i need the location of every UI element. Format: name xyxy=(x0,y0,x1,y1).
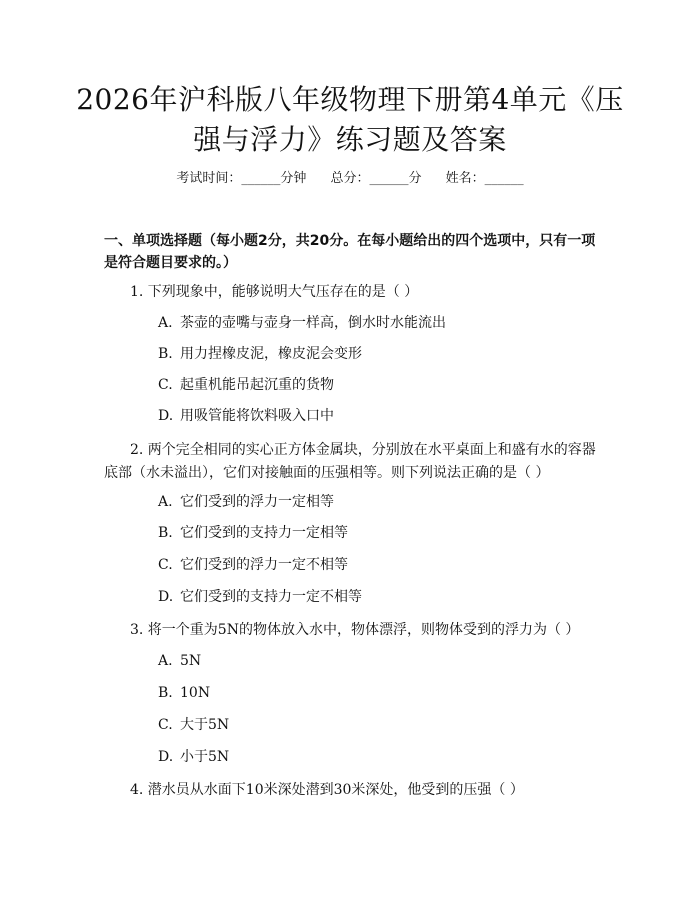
document-title-line-1: 2026年沪科版八年级物理下册第4单元《压 xyxy=(76,83,624,116)
option-text: 10N xyxy=(180,685,211,701)
question-2-option-d xyxy=(158,586,598,608)
option-text: 大于5N xyxy=(180,717,230,733)
question-4 xyxy=(104,778,604,802)
total-score-field: 总分：______分 xyxy=(330,171,422,186)
question-3-option-c xyxy=(158,714,598,736)
option-text: 5N xyxy=(180,653,202,669)
section-heading-line-2: 是符合题目要求的。） xyxy=(104,255,237,271)
section-heading-line-1: 一、单项选择题（每小题2分，共20分。在每小题给出的四个选项中，只有一项 xyxy=(104,233,596,249)
question-2-text: 2. 两个完全相同的实心正方体金属块，分别放在水平桌面上和盛有水的容器 xyxy=(130,442,596,458)
option-letter: A. xyxy=(158,653,173,669)
question-1-option-a xyxy=(158,312,598,334)
option-text: 它们受到的支持力一定不相等 xyxy=(180,589,362,605)
question-3-text: 3. 将一个重为5N的物体放入水中，物体漂浮，则物体受到的浮力为（ ） xyxy=(130,622,580,638)
question-1-option-d xyxy=(158,405,598,427)
question-1-option-c xyxy=(158,374,598,396)
question-1-text: 1. 下列现象中，能够说明大气压存在的是（ ） xyxy=(130,284,419,300)
question-2-text-continued: 底部（水未溢出），它们对接触面的压强相等。则下列说法正确的是（ ） xyxy=(104,465,550,481)
option-letter: B. xyxy=(158,346,173,362)
question-2-option-a xyxy=(158,491,598,513)
option-text: 小于5N xyxy=(180,749,230,765)
option-text: 用力捏橡皮泥，橡皮泥会变形 xyxy=(180,346,362,362)
option-letter: D. xyxy=(158,749,174,765)
option-text: 它们受到的浮力一定不相等 xyxy=(180,557,348,573)
question-3 xyxy=(104,618,604,642)
option-text: 用吸管能将饮料吸入口中 xyxy=(180,408,334,424)
option-text: 茶壶的壶嘴与壶身一样高，倒水时水能流出 xyxy=(180,315,446,331)
option-letter: C. xyxy=(158,377,173,393)
option-letter: A. xyxy=(158,494,173,510)
question-3-option-d xyxy=(158,746,598,768)
question-1 xyxy=(104,280,604,304)
option-text: 它们受到的浮力一定相等 xyxy=(180,494,334,510)
question-2-option-c xyxy=(158,554,598,576)
option-letter: C. xyxy=(158,557,173,573)
question-2-option-b xyxy=(158,522,598,544)
option-letter: B. xyxy=(158,525,173,541)
option-text: 起重机能吊起沉重的货物 xyxy=(180,377,334,393)
option-letter: D. xyxy=(158,589,174,605)
option-letter: A. xyxy=(158,315,173,331)
exam-info-row xyxy=(0,170,700,188)
question-2 xyxy=(104,438,604,462)
option-letter: D. xyxy=(158,408,174,424)
document-title-line-2: 强与浮力》练习题及答案 xyxy=(193,123,507,156)
question-3-option-b xyxy=(158,682,598,704)
option-text: 它们受到的支持力一定相等 xyxy=(180,525,348,541)
question-3-option-a xyxy=(158,650,598,672)
exam-time-field: 考试时间：______分钟 xyxy=(176,171,307,186)
student-name-field: 姓名：______ xyxy=(445,171,524,186)
option-letter: C. xyxy=(158,717,173,733)
question-4-text: 4. 潜水员从水面下10米深处潜到30米深处，他受到的压强（ ） xyxy=(130,782,524,798)
option-letter: B. xyxy=(158,685,173,701)
question-1-option-b xyxy=(158,343,598,365)
